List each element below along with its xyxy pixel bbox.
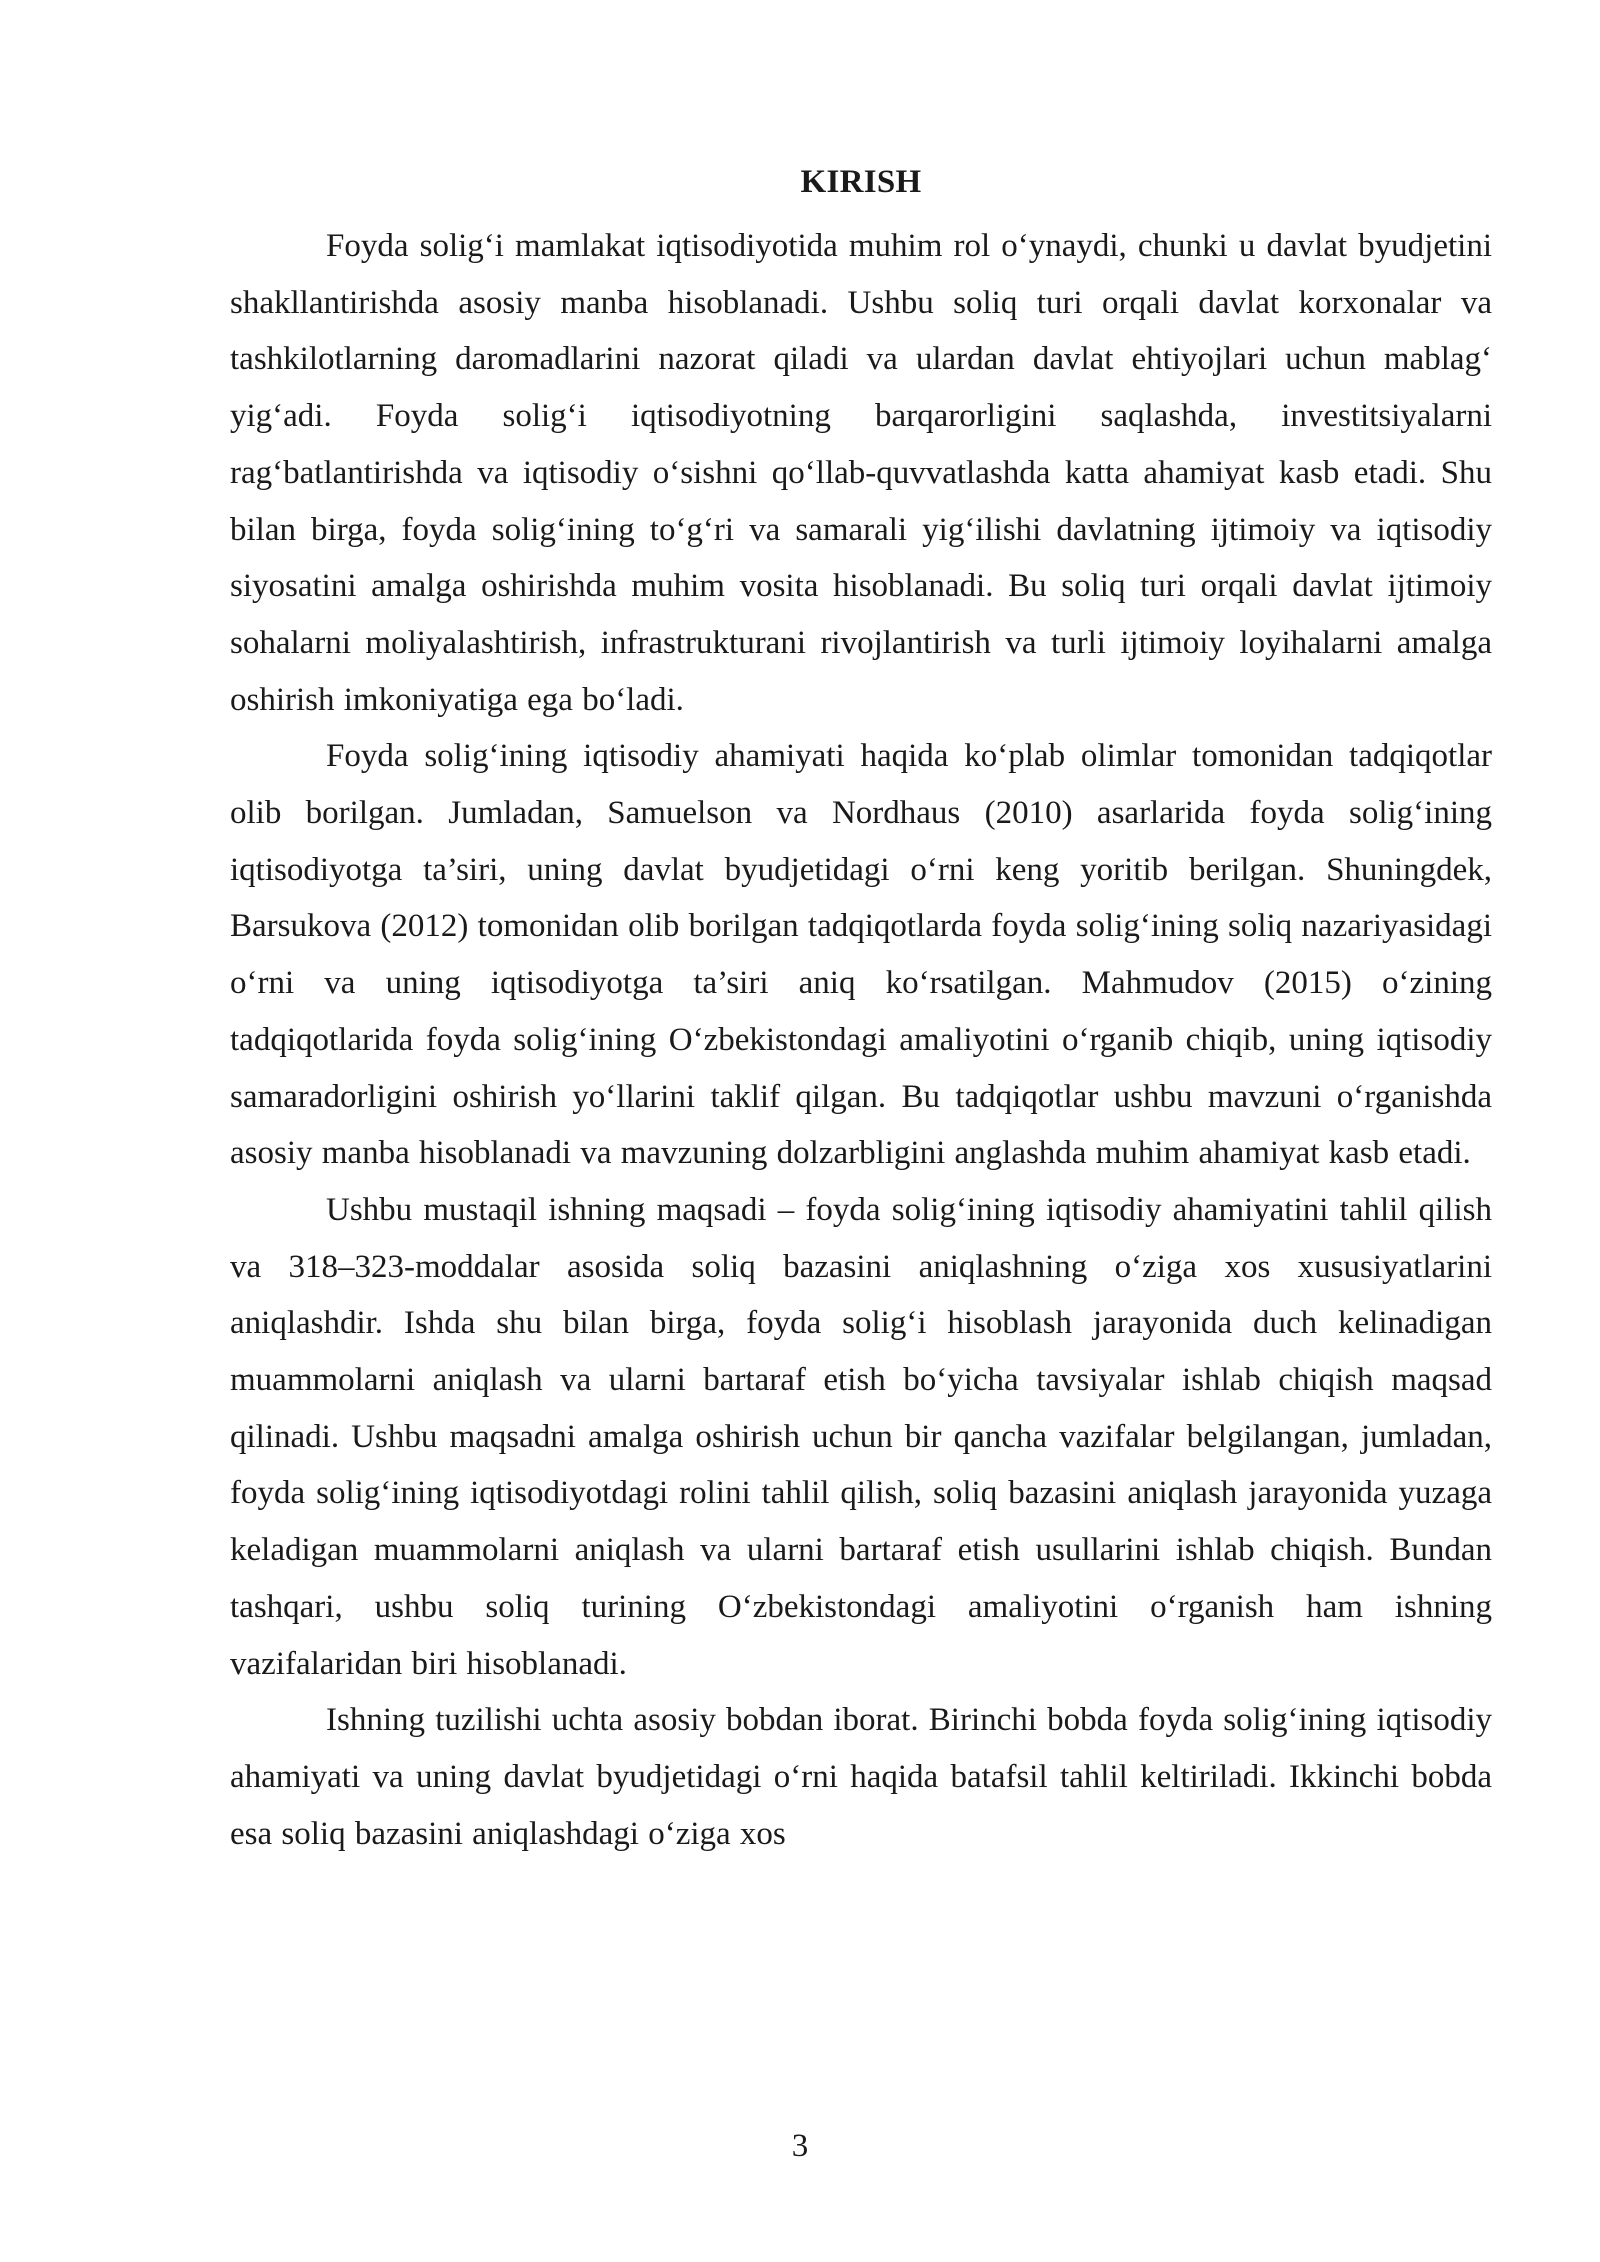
paragraph-objectives: Ushbu mustaqil ishning maqsadi – foyda solig‘ining iqtisodiy ahamiyatini tahlil qilish va 318–323-moddalar asosida soliq bazasini aniqlashning o‘ziga xos xususiyatlarini aniqlashdir. Ishda shu bilan birga, foyda solig‘i hisoblash jarayonida duch kelinadigan muammolarni aniqlash va ularni bartaraf etish bo‘yicha tavsiyalar ishlab chiqish maqsad qilinadi. Ushbu maqsadni amalga oshirish uchun bir qancha vazifalar belgilangan, jumladan, foyda solig‘ining iqtisodiyotdagi rolini tahlil qilish, soliq bazasini aniqlash jarayonida yuzaga keladigan muammolarni aniqlash va ularni bartaraf etish usullarini ishlab chiqish. Bundan tashqari, ushbu soliq turining O‘zbekistondagi amaliyotini o‘rganish ham ishning vazifalaridan biri hisoblanadi.	[230, 1191, 1492, 1682]
page-number: 3	[791, 2128, 809, 2164]
section-heading: KIRISH	[800, 164, 922, 200]
paragraph-literature-review: Foyda solig‘ining iqtisodiy ahamiyati haqida ko‘plab olimlar tomonidan tadqiqotlar olib borilgan. Jumladan, Samuelson va Nordhaus (2010) asarlarida foyda solig‘ining iqtisodiyotga ta’siri, uning davlat byudjetidagi o‘rni keng yoritib berilgan. Shuningdek, Barsukova (2012) tomonidan olib borilgan tadqiqotlarda foyda solig‘ining soliq nazariyasidagi o‘rni va uning iqtisodiyotga ta’siri aniq ko‘rsatilgan. Mahmudov (2015) o‘zining tadqiqotlarida foyda solig‘ining O‘zbekistondagi amaliyotini o‘rganib chiqib, uning iqtisodiy samaradorligini oshirish yo‘llarini taklif qilgan. Bu tadqiqotlar ushbu mavzuni o‘rganishda asosiy manba hisoblanadi va mavzuning dolzarbligini anglashda muhim ahamiyat kasb etadi.	[230, 738, 1492, 1172]
paragraph-structure: Ishning tuzilishi uchta asosiy bobdan iborat. Birinchi bobda foyda solig‘ining iqtisodiy ahamiyati va uning davlat byudjetidagi o‘rni haqida batafsil tahlil keltiriladi. Ikkinchi bobda esa soliq bazasini aniqlashdagi o‘ziga xos	[230, 1702, 1492, 1852]
document-body	[230, 160, 1492, 1862]
paragraph-introduction: Foyda solig‘i mamlakat iqtisodiyotida muhim rol o‘ynaydi, chunki u davlat byudjetini shakllantirishda asosiy manba hisoblanadi. Ushbu soliq turi orqali davlat korxonalar va tashkilotlarning daromadlarini nazorat qiladi va ulardan davlat ehtiyojlari uchun mablag‘ yig‘adi. Foyda solig‘i iqtisodiyotning barqarorligini saqlashda, investitsiyalarni rag‘batlantirishda va iqtisodiy o‘sishni qo‘llab-quvvatlashda katta ahamiyat kasb etadi. Shu bilan birga, foyda solig‘ining to‘g‘ri va samarali yig‘ilishi davlatning ijtimoiy va iqtisodiy siyosatini amalga oshirishda muhim vosita hisoblanadi. Bu soliq turi orqali davlat ijtimoiy sohalarni moliyalashtirish, infrastrukturani rivojlantirish va turli ijtimoiy loyihalarni amalga oshirish imkoniyatiga ega bo‘ladi.	[230, 228, 1492, 718]
